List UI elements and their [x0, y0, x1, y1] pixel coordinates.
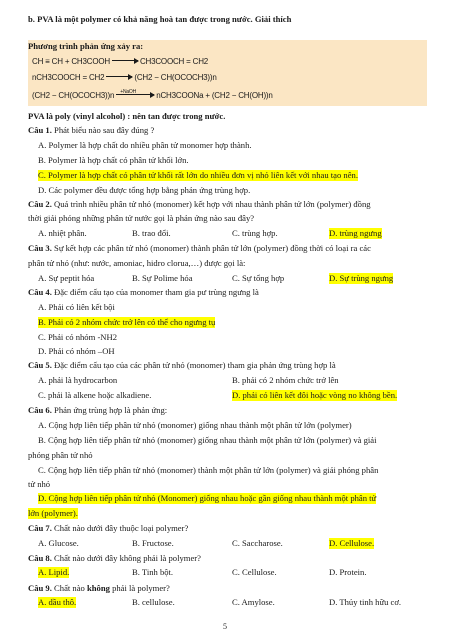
q6-option-d-answer: D. Cộng hợp liên tiếp phân tử nhỏ (Monomer) giống nhau hoặc gần giống nhau thành một phân tử — [38, 493, 377, 504]
q3-option-c: C. Sự tổng hợp — [232, 272, 285, 283]
q2-option-d-answer: D. trùng ngưng — [329, 228, 382, 239]
q8-option-b: B. Tinh bột. — [132, 566, 174, 577]
question-1: Câu 1. Phát biểu nào sau đây đúng ? — [28, 125, 155, 136]
question-2: Câu 2. Quá trình nhiều phân tử nhỏ (monomer) kết hợp với nhau thành phân tử lớn (polymer) đồng — [28, 198, 371, 209]
q9-option-a-answer: A. dầu thô. — [38, 597, 77, 607]
q4-option-c: C. Phải có nhóm -NH2 — [38, 331, 118, 342]
q7-option-d-answer: D. Cellulose. — [329, 538, 375, 549]
q6-option-c-cont: tử nhỏ — [28, 479, 51, 490]
q2-option-c: C. trùng hợp. — [232, 228, 278, 239]
q3-option-a: A. Sự peptit hóa — [38, 272, 95, 283]
pva-line: PVA là poly (vinyl alcohol) : nên tan được trong nước. — [28, 111, 226, 122]
arrow-icon — [116, 89, 154, 95]
q3-option-b: B. Sự Polime hóa — [132, 272, 193, 283]
q5-option-a: A. phải là hydrocarbon — [38, 375, 118, 386]
q5-option-b: B. phải có 2 nhóm chức trở lên — [232, 375, 339, 386]
eq2-right: (CH2 − CH(OCOCH3))n — [134, 73, 217, 82]
eq1-right: CH3COOCH = CH2 — [139, 57, 209, 66]
q6-option-d-answer-cont: lớn (polymer). — [28, 508, 78, 519]
question-3-cont: phân tử nhỏ (như: nước, amoniac, hidro clorua,…) được gọi là: — [28, 258, 246, 269]
eq3-left: (CH2 − CH(OCOCH3))n — [32, 91, 115, 100]
eq1-left: CH ≡ CH + CH3COOH — [32, 57, 110, 66]
q1-option-c-answer: C. Polymer là hợp chất có phân tử khối rất lớn do nhiều đơn vị nhỏ liên kết với nhau tạo nên. — [38, 169, 358, 180]
q1-option-a: A. Polymer là hợp chất do nhiều phân tử monomer hợp thành. — [38, 139, 252, 150]
question-5: Câu 5. Đặc điểm cấu tạo của các phân tử nhỏ (monomer) tham gia phản ứng trùng hợp là — [28, 360, 336, 371]
equation-3 — [32, 91, 273, 101]
q3-option-d-answer: D. Sự trùng ngưng — [329, 272, 394, 283]
q7-option-c: C. Saccharose. — [232, 538, 283, 549]
q6-option-a: A. Cộng hợp liên tiếp phân tử nhỏ (monomer) giống nhau thành một phân tử lớn (polymer) — [38, 419, 352, 430]
question-3: Câu 3. Sự kết hợp các phân tử nhỏ (monomer) thành phân tử lớn (polymer) đồng thời có loại ra các — [28, 243, 371, 254]
q8-option-d: D. Protein. — [329, 566, 367, 577]
equation-1 — [32, 57, 208, 67]
equation-heading: Phương trình phản ứng xảy ra: — [28, 41, 144, 51]
page-number: 5 — [223, 622, 227, 631]
q9-option-d: D. Thủy tinh hữu cơ. — [329, 597, 402, 607]
q2-option-a: A. nhiệt phân. — [38, 228, 87, 239]
q6-option-c: C. Cộng hợp liên tiếp phân tử nhỏ (monomer) thành một phân tử lớn (polymer) và giải phóng phân — [38, 464, 379, 475]
q9-option-b: B. cellulose. — [132, 597, 175, 607]
q8-option-a-answer: A. Lipid. — [38, 566, 70, 577]
question-7: Câu 7. Chất nào dưới đây thuộc loại polymer? — [28, 523, 189, 534]
q2-option-b: B. trao đổi. — [132, 228, 171, 239]
question-2-cont: thời giải phóng những phân tử nước gọi là phản ứng nào sau đây? — [28, 213, 255, 224]
q1-option-b: B. Polymer là hợp chất có phân tử khối lớn. — [38, 154, 189, 165]
eq3-condition: +NaOH — [120, 89, 137, 95]
arrow-icon — [106, 76, 132, 77]
q5-option-d-answer: D. phải có liên kết đôi hoặc vòng no không bền. — [232, 390, 398, 401]
q6-option-b-cont: phóng phân tử nhỏ — [28, 449, 93, 460]
q4-option-a: A. Phải có liên kết bội — [38, 301, 115, 312]
q9-option-c: C. Amylose. — [232, 597, 275, 607]
eq3-right: nCH3COONa + (CH2 − CH(OH))n — [156, 91, 273, 100]
arrow-icon — [112, 60, 138, 61]
q1-option-d: D. Các polymer đều được tổng hợp bằng phản ứng trùng hợp. — [38, 184, 251, 195]
q5-option-c: C. phải là alkene hoặc alkadiene. — [38, 390, 152, 401]
q8-option-c: C. Cellulose. — [232, 566, 277, 577]
question-9: Câu 9. Chất nào không phải là polymer? — [28, 583, 170, 593]
question-6: Câu 6. Phản ứng trùng hợp là phản ứng: — [28, 405, 168, 416]
question-8: Câu 8. Chất nào dưới đây không phải là polymer? — [28, 552, 201, 563]
question-4: Câu 4. Đặc điểm cấu tạo của monomer tham gia pư trùng ngưng là — [28, 286, 259, 297]
intro-line: b. PVA là một polymer có khả năng hoà tan được trong nước. Giải thích — [28, 14, 292, 24]
q6-option-b: B. Cộng hợp liên tiếp phân tử nhỏ (monomer) giống nhau thành một phân tử lớn (polymer) và giải — [38, 434, 377, 445]
eq2-left: nCH3COOCH = CH2 — [32, 73, 105, 82]
equation-2 — [32, 73, 217, 83]
q7-option-b: B. Fructose. — [132, 538, 174, 549]
q7-option-a: A. Glucose. — [38, 538, 79, 549]
q4-option-b-answer: B. Phải có 2 nhóm chức trở lên có thể cho ngưng tụ — [38, 316, 216, 327]
q4-option-d: D. Phải có nhóm –OH — [38, 346, 115, 357]
